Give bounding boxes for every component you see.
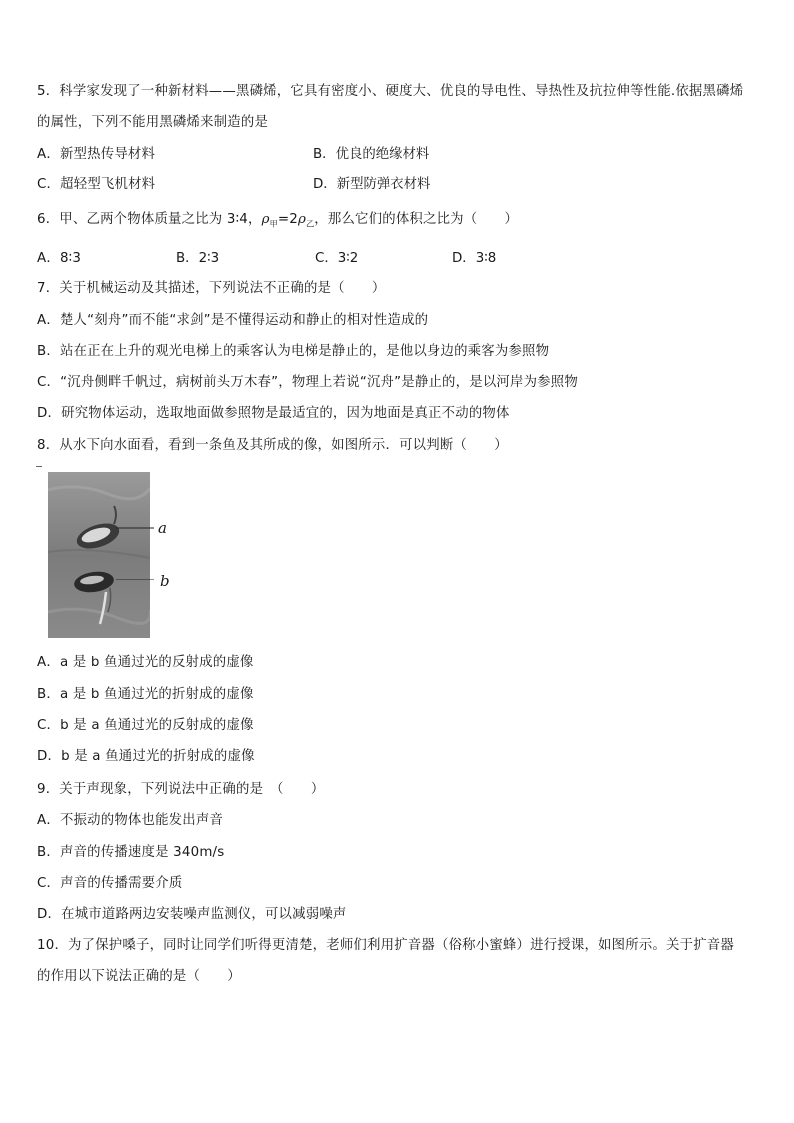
q5-option-a: A．新型热传导材料 <box>37 147 156 162</box>
q7-option-d: D．研究物体运动，选取地面做参照物是最适宜的，因为地面是真正不动的物体 <box>37 406 510 421</box>
q5-stem-line1: 5．科学家发现了一种新材料——黑磷烯，它具有密度小、硬度大、优良的导电性、导热性及抗拉伸等性能.依据黑磷烯 <box>37 84 744 99</box>
q10-stem-line2: 的作用以下说法正确的是（ ） <box>37 969 241 984</box>
q6-sub-jia: 甲 <box>269 219 278 229</box>
q10-stem-line1: 10．为了保护嗓子，同时让同学们听得更清楚，老师们利用扩音器（俗称小蜜蜂）进行授课，如图所示。关于扩音器 <box>37 938 734 953</box>
q6-rho-jia: ρ <box>261 212 270 227</box>
q6-stem-post: ，那么它们的体积之比为（ ） <box>314 212 519 227</box>
figure-leader-lines <box>116 520 156 580</box>
q8-stem: 8．从水下向水面看，看到一条鱼及其所成的像，如图所示．可以判断（ ） <box>37 438 508 453</box>
q6-option-b: B．2∶3 <box>176 251 220 266</box>
q6-eq: =2 <box>277 212 298 227</box>
q8-option-d: D．b 是 a 鱼通过光的折射成的虚像 <box>37 749 255 764</box>
q8-option-b: B．a 是 b 鱼通过光的折射成的虚像 <box>37 687 254 702</box>
figure-corner-mark <box>36 466 42 467</box>
q6-stem <box>37 211 518 234</box>
q7-option-a: A．楚人“刻舟”而不能“求剑”是不懂得运动和静止的相对性造成的 <box>37 313 429 328</box>
q9-stem: 9．关于声现象，下列说法中正确的是 （ ） <box>37 782 325 797</box>
figure-label-a: a <box>158 519 167 537</box>
q9-option-b: B．声音的传播速度是 340m/s <box>37 845 225 860</box>
q7-stem: 7．关于机械运动及其描述，下列说法不正确的是（ ） <box>37 281 386 296</box>
q6-sub-yi: 乙 <box>306 219 315 229</box>
q5-option-c: C．超轻型飞机材料 <box>37 177 156 192</box>
q7-option-c: C．“沉舟侧畔千帆过，病树前头万木春”，物理上若说“沉舟”是静止的，是以河岸为参照物 <box>37 375 578 390</box>
q5-option-b: B．优良的绝缘材料 <box>313 147 430 162</box>
q8-option-c: C．b 是 a 鱼通过光的反射成的虚像 <box>37 718 254 733</box>
q8-option-a: A．a 是 b 鱼通过光的反射成的虚像 <box>37 655 254 670</box>
q6-stem-pre: 6．甲、乙两个物体质量之比为 3∶4， <box>37 212 262 227</box>
q9-option-d: D．在城市道路两边安装噪声监测仪，可以减弱噪声 <box>37 907 347 922</box>
q6-option-a: A．8∶3 <box>37 251 82 266</box>
q6-option-d: D．3∶8 <box>452 251 497 266</box>
q6-option-c: C．3∶2 <box>315 251 359 266</box>
figure-label-b: b <box>160 572 170 590</box>
q9-option-a: A．不振动的物体也能发出声音 <box>37 813 224 828</box>
q7-option-b: B．站在正在上升的观光电梯上的乘客认为电梯是静止的，是他以身边的乘客为参照物 <box>37 344 550 359</box>
q5-stem-line2: 的属性，下列不能用黑磷烯来制造的是 <box>37 115 269 130</box>
q9-option-c: C．声音的传播需要介质 <box>37 876 183 891</box>
q5-option-d: D．新型防弹衣材料 <box>313 177 431 192</box>
q6-rho-yi: ρ <box>298 212 307 227</box>
